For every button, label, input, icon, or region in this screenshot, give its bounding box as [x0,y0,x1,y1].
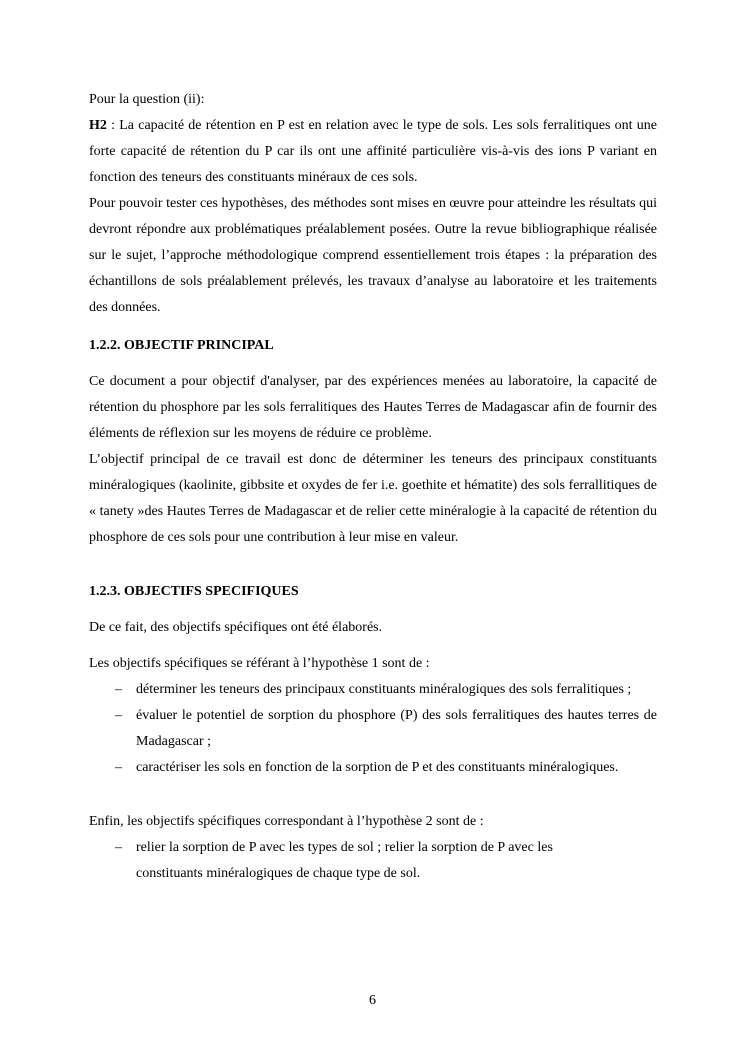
specific-intro: De ce fait, des objectifs spécifiques ont été élaborés. [89,620,383,635]
hypothesis-1-intro: Les objectifs spécifiques se référant à l’hypothèse 1 sont de : [89,656,430,671]
methods-paragraph: Pour pouvoir tester ces hypothèses, des méthodes sont mises en œuvre pour atteindre les résultats qui devront répondre aux problématiques préalablement posées. Outre la revue bibliographique réalisée sur le sujet, l’approche méthodologique comprend essentiellement trois étapes : la préparation des échantillons de sols préalablement prélevés, les travaux d’analyse au laboratoire et les traitements des données. [89,196,657,315]
list-item-text: caractériser les sols en fonction de la sorption de P et des constituants minéralogiques. [136,760,619,775]
hypothesis-2-intro: Enfin, les objectifs spécifiques correspondant à l’hypothèse 2 sont de : [89,814,484,829]
list-item [89,703,657,755]
section-heading-objectifs-specifiques: 1.2.3. OBJECTIFS SPECIFIQUES [89,584,299,599]
page-content [89,87,657,887]
principal-paragraph-1: Ce document a pour objectif d'analyser, par des expériences menées au laboratoire, la capacité de rétention du phosphore par les sols ferralitiques des Hautes Terres de Madagascar afin de fournir des éléments de réflexion sur les moyens de réduire ce problème. [89,374,657,441]
dash-bullet-icon: – [115,708,122,723]
list-item-text: déterminer les teneurs des principaux constituants minéralogiques des sols ferralitiques ; [136,682,632,697]
dash-bullet-icon: – [115,760,122,775]
list-item [89,755,657,781]
dash-bullet-icon: – [115,840,122,855]
section-heading-objectif-principal: 1.2.2. OBJECTIF PRINCIPAL [89,338,274,353]
list-item-line-2: constituants minéralogiques de chaque type de sol. [136,866,421,881]
question-label: Pour la question (ii): [89,92,205,107]
page-number: 6 [369,993,376,1008]
list-item-line-1: relier la sorption de P avec les types de sol ; relier la sorption de P avec les [136,840,553,855]
hypothesis-1-list [89,677,657,781]
dash-bullet-icon: – [115,682,122,697]
list-item [89,835,657,887]
hypothesis-h2-paragraph [89,113,657,191]
hypothesis-h2-label: H2 [89,118,107,133]
list-item [89,677,657,703]
principal-paragraph-2: L’objectif principal de ce travail est donc de déterminer les teneurs des principaux constituants minéralogiques (kaolinite, gibbsite et oxydes de fer i.e. goethite et hématite) des sols ferrallitiques de « tanety »des Hautes Terres de Madagascar et de relier cette minéralogie à la capacité de rétention du phosphore de ces sols pour une contribution à leur mise en valeur. [89,452,657,545]
hypothesis-2-list [89,835,657,887]
hypothesis-h2-text: : La capacité de rétention en P est en relation avec le type de sols. Les sols ferralitiques ont une forte capacité de rétention du P car ils ont une affinité particulière vis-à-vis des ions P variant en fonction des teneurs des constituants minéraux de ces sols. [89,118,657,185]
list-item-text: évaluer le potentiel de sorption du phosphore (P) des sols ferralitiques des hautes terres de Madagascar ; [136,708,657,749]
